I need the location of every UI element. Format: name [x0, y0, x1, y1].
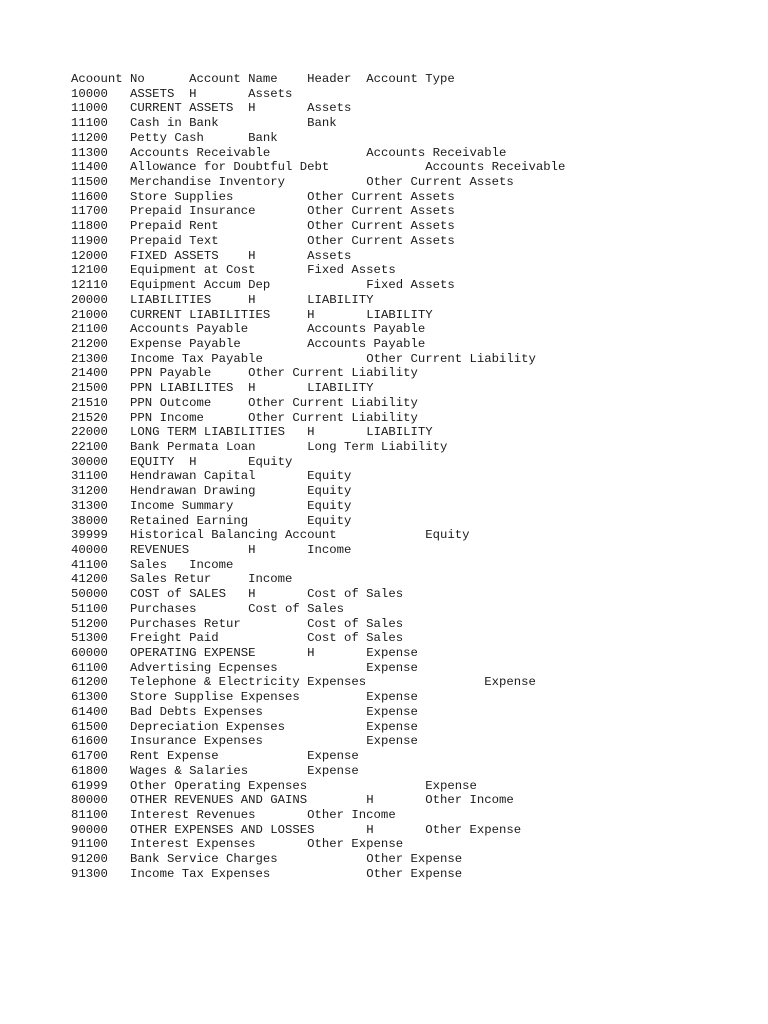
text-line: 21400 PPN Payable Other Current Liability: [71, 366, 418, 381]
text-line: Acoount No Account Name Header Account Type: [71, 72, 455, 86]
text-line: 20000 LIABILITIES H LIABILITY: [71, 292, 374, 307]
text-line: 91200 Bank Service Charges Other Expense: [71, 852, 463, 867]
text-line: 51300 Freight Paid Cost of Sales: [71, 631, 404, 646]
text-line: 61400 Bad Debts Expenses Expense: [71, 704, 418, 719]
text-line: 61100 Advertising Ecpenses Expense: [71, 660, 418, 675]
text-line: 61700 Rent Expense Expense: [71, 749, 359, 764]
text-line: 38000 Retained Earning Equity: [71, 513, 352, 528]
text-line: 21520 PPN Income Other Current Liability: [71, 410, 418, 425]
text-line: 11600 Store Supplies Other Current Assets: [71, 189, 455, 204]
text-line: 21300 Income Tax Payable Other Current Liability: [71, 351, 536, 366]
document-text: [71, 72, 751, 882]
text-line: 22100 Bank Permata Loan Long Term Liability: [71, 439, 448, 454]
text-line: 80000 OTHER REVENUES AND GAINS H Other Income: [71, 793, 514, 808]
text-line: 51200 Purchases Retur Cost of Sales: [71, 616, 404, 631]
text-line: 50000 COST of SALES H Cost of Sales: [71, 587, 404, 602]
text-line: 31100 Hendrawan Capital Equity: [71, 469, 352, 484]
text-line: 11000 CURRENT ASSETS H Assets: [71, 101, 352, 116]
text-line: 11800 Prepaid Rent Other Current Assets: [71, 219, 455, 234]
text-line: 91100 Interest Expenses Other Expense: [71, 837, 404, 852]
text-line: 11400 Allowance for Doubtful Debt Accounts Receivable: [71, 160, 566, 175]
text-line: 10000 ASSETS H Assets: [71, 86, 293, 101]
text-line: 11100 Cash in Bank Bank: [71, 116, 337, 131]
text-line: 51100 Purchases Cost of Sales: [71, 601, 345, 616]
text-line: 90000 OTHER EXPENSES AND LOSSES H Other Expense: [71, 822, 522, 837]
text-line: 21100 Accounts Payable Accounts Payable: [71, 322, 426, 337]
text-line: 61300 Store Supplise Expenses Expense: [71, 690, 418, 705]
text-line: 81100 Interest Revenues Other Income: [71, 807, 396, 822]
text-line: 11900 Prepaid Text Other Current Assets: [71, 233, 455, 248]
text-line: 91300 Income Tax Expenses Other Expense: [71, 866, 463, 881]
text-line: 41200 Sales Retur Income: [71, 572, 293, 587]
text-line: 11300 Accounts Receivable Accounts Receivable: [71, 145, 507, 160]
text-line: 21510 PPN Outcome Other Current Liability: [71, 395, 418, 410]
text-line: 61200 Telephone & Electricity Expenses Expense: [71, 675, 536, 690]
text-line: 11700 Prepaid Insurance Other Current Assets: [71, 204, 455, 219]
text-line: 12000 FIXED ASSETS H Assets: [71, 248, 352, 263]
text-line: 61500 Depreciation Expenses Expense: [71, 719, 418, 734]
text-line: 30000 EQUITY H Equity: [71, 454, 293, 469]
text-line: 12100 Equipment at Cost Fixed Assets: [71, 263, 396, 278]
text-line: 31200 Hendrawan Drawing Equity: [71, 484, 352, 499]
text-line: 40000 REVENUES H Income: [71, 543, 352, 557]
text-line: 12110 Equipment Accum Dep Fixed Assets: [71, 278, 455, 293]
text-line: 11500 Merchandise Inventory Other Current Assets: [71, 175, 514, 190]
text-line: 21200 Expense Payable Accounts Payable: [71, 336, 426, 351]
text-line: 21500 PPN LIABILITES H LIABILITY: [71, 381, 374, 396]
text-line: 39999 Historical Balancing Account Equity: [71, 528, 470, 543]
text-line: 31300 Income Summary Equity: [71, 498, 352, 513]
text-line: 60000 OPERATING EXPENSE H Expense: [71, 646, 418, 661]
text-line: 21000 CURRENT LIABILITIES H LIABILITY: [71, 307, 433, 322]
text-line: 11200 Petty Cash Bank: [71, 130, 278, 145]
text-line: 22000 LONG TERM LIABILITIES H LIABILITY: [71, 425, 433, 440]
text-line: 61999 Other Operating Expenses Expense: [71, 778, 477, 793]
text-line: 61800 Wages & Salaries Expense: [71, 763, 359, 778]
text-line: 41100 Sales Income: [71, 557, 234, 572]
text-line: 61600 Insurance Expenses Expense: [71, 734, 418, 749]
